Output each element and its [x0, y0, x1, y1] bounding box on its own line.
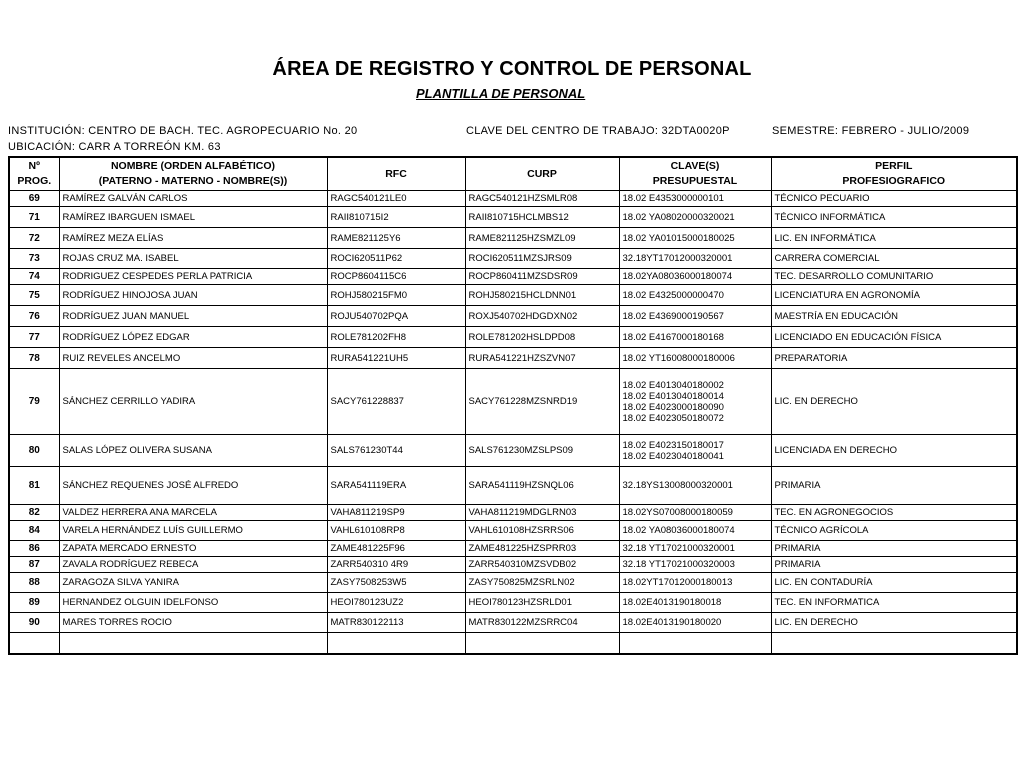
cell-clave — [619, 593, 771, 613]
cell-perfil: PRIMARIA — [771, 467, 1017, 505]
table-row — [9, 467, 1017, 505]
cell-perfil: TEC. EN INFORMATICA — [771, 593, 1017, 613]
cell-num: 84 — [9, 521, 59, 541]
cell-nombre: MARES TORRES ROCIO — [59, 613, 327, 633]
cell-nombre — [59, 633, 327, 654]
cell-curp: SALS761230MZSLPS09 — [465, 435, 619, 467]
cell-nombre: VALDEZ HERRERA ANA MARCELA — [59, 505, 327, 521]
col-header-clave: CLAVE(S) PRESUPUESTAL — [619, 157, 771, 191]
cell-curp: MATR830122MZSRRC04 — [465, 613, 619, 633]
cell-rfc: ROCP8604115C6 — [327, 269, 465, 285]
clave-value: 18.02 E4167000180168 — [622, 331, 724, 343]
cell-rfc: SALS761230T44 — [327, 435, 465, 467]
cell-clave — [619, 369, 771, 435]
cell-perfil: LICENCIADA EN DERECHO — [771, 435, 1017, 467]
cell-curp: ROLE781202HSLDPD08 — [465, 327, 619, 348]
cell-clave — [619, 573, 771, 593]
clave-value: 18.02 YA01015000180025 — [622, 232, 735, 244]
cell-rfc: SARA541119ERA — [327, 467, 465, 505]
cell-nombre: RUIZ REVELES ANCELMO — [59, 348, 327, 369]
clave-value: 18.02 YA08036000180074 — [622, 525, 735, 536]
clave-value: 18.02 E4013040180014 — [622, 390, 724, 402]
cell-rfc: ZASY7508253W5 — [327, 573, 465, 593]
cell-rfc: ROHJ580215FM0 — [327, 285, 465, 306]
table-row — [9, 633, 1017, 654]
cell-nombre: SÁNCHEZ REQUENES JOSÉ ALFREDO — [59, 467, 327, 505]
cell-perfil: LIC. EN DERECHO — [771, 613, 1017, 633]
cell-curp: VAHL610108HZSRRS06 — [465, 521, 619, 541]
cell-clave — [619, 613, 771, 633]
cell-curp: RURA541221HZSZVN07 — [465, 348, 619, 369]
clave-value: 18.02E4013190180018 — [622, 597, 722, 608]
cell-curp — [465, 633, 619, 654]
cell-num — [9, 633, 59, 654]
table-row — [9, 573, 1017, 593]
cell-curp: ZASY750825MZSRLN02 — [465, 573, 619, 593]
cell-nombre: ROJAS CRUZ MA. ISABEL — [59, 249, 327, 269]
cell-nombre: RAMÍREZ MEZA ELÍAS — [59, 228, 327, 249]
cell-num: 80 — [9, 435, 59, 467]
cell-rfc — [327, 633, 465, 654]
cell-rfc: ROLE781202FH8 — [327, 327, 465, 348]
cell-nombre: RODRÍGUEZ HINOJOSA JUAN — [59, 285, 327, 306]
clave-value: 18.02 E4013040180002 — [622, 379, 724, 391]
cell-num: 75 — [9, 285, 59, 306]
clave-value: 18.02 YA08020000320021 — [622, 211, 735, 223]
table-row — [9, 505, 1017, 521]
cell-clave — [619, 435, 771, 467]
cell-nombre: RODRÍGUEZ LÓPEZ EDGAR — [59, 327, 327, 348]
cell-clave — [619, 249, 771, 269]
clave-value: 18.02YA08036000180074 — [622, 271, 733, 282]
table-row — [9, 191, 1017, 207]
col-header-perfil: PERFIL PROFESIOGRAFICO — [771, 157, 1017, 191]
cell-rfc: HEOI780123UZ2 — [327, 593, 465, 613]
cell-perfil: LIC. EN INFORMÁTICA — [771, 228, 1017, 249]
cell-rfc: MATR830122113 — [327, 613, 465, 633]
col-header-curp: CURP — [465, 157, 619, 191]
cell-nombre: RAMÍREZ GALVÁN CARLOS — [59, 191, 327, 207]
cell-clave — [619, 521, 771, 541]
cell-curp: ROCI620511MZSJRS09 — [465, 249, 619, 269]
cell-num: 72 — [9, 228, 59, 249]
col-header-nombre: NOMBRE (ORDEN ALFABÉTICO) (PATERNO - MATERNO - NOMBRE(S)) — [59, 157, 327, 191]
cell-num: 88 — [9, 573, 59, 593]
cell-perfil: TEC. DESARROLLO COMUNITARIO — [771, 269, 1017, 285]
cell-perfil: LIC. EN CONTADURÍA — [771, 573, 1017, 593]
cell-nombre: SALAS LÓPEZ OLIVERA SUSANA — [59, 435, 327, 467]
cell-clave — [619, 228, 771, 249]
cell-clave — [619, 348, 771, 369]
clave-value: 18.02 E4023050180072 — [622, 412, 724, 424]
cell-perfil: TÉCNICO PECUARIO — [771, 191, 1017, 207]
cell-rfc: ZAME481225F96 — [327, 541, 465, 557]
cell-rfc: ROCI620511P62 — [327, 249, 465, 269]
cell-clave — [619, 467, 771, 505]
cell-curp: ROCP860411MZSDSR09 — [465, 269, 619, 285]
cell-num: 69 — [9, 191, 59, 207]
cell-rfc: VAHA811219SP9 — [327, 505, 465, 521]
cell-curp: ROXJ540702HDGDXN02 — [465, 306, 619, 327]
clave-value: 32.18YS13008000320001 — [622, 480, 733, 491]
cell-perfil: CARRERA COMERCIAL — [771, 249, 1017, 269]
cell-rfc: VAHL610108RP8 — [327, 521, 465, 541]
table-body — [9, 191, 1017, 654]
cell-clave — [619, 285, 771, 306]
table-row — [9, 613, 1017, 633]
cell-clave — [619, 207, 771, 228]
cell-nombre: RODRÍGUEZ JUAN MANUEL — [59, 306, 327, 327]
cell-clave — [619, 505, 771, 521]
cell-clave — [619, 633, 771, 654]
cell-num: 74 — [9, 269, 59, 285]
cell-num: 71 — [9, 207, 59, 228]
cell-perfil: MAESTRÍA EN EDUCACIÓN — [771, 306, 1017, 327]
cell-num: 73 — [9, 249, 59, 269]
col-header-rfc: RFC — [327, 157, 465, 191]
cell-perfil: LICENCIATURA EN AGRONOMÍA — [771, 285, 1017, 306]
clave-value: 18.02E4013190180020 — [622, 617, 722, 628]
clave-value: 18.02YT17012000180013 — [622, 577, 733, 588]
cell-curp: ZARR540310MZSVDB02 — [465, 557, 619, 573]
cell-clave — [619, 191, 771, 207]
cell-perfil — [771, 633, 1017, 654]
cell-rfc: ZARR540310 4R9 — [327, 557, 465, 573]
table-row — [9, 249, 1017, 269]
cell-perfil: PREPARATORIA — [771, 348, 1017, 369]
table-row — [9, 348, 1017, 369]
cell-num: 77 — [9, 327, 59, 348]
clave-value: 32.18 YT17021000320001 — [622, 543, 735, 554]
clave-value: 18.02 E4023000180090 — [622, 401, 724, 413]
cell-nombre: HERNANDEZ OLGUIN IDELFONSO — [59, 593, 327, 613]
cell-num: 86 — [9, 541, 59, 557]
cell-num: 76 — [9, 306, 59, 327]
cell-curp: RAME821125HZSMZL09 — [465, 228, 619, 249]
cell-nombre: RODRIGUEZ CESPEDES PERLA PATRICIA — [59, 269, 327, 285]
table-header — [9, 157, 1017, 191]
cell-clave — [619, 269, 771, 285]
cell-num: 82 — [9, 505, 59, 521]
col-header-num: Nº PROG. — [9, 157, 59, 191]
table-row — [9, 306, 1017, 327]
cell-num: 78 — [9, 348, 59, 369]
cell-num: 81 — [9, 467, 59, 505]
cell-curp: RAII810715HCLMBS12 — [465, 207, 619, 228]
cell-nombre: VARELA HERNÁNDEZ LUÍS GUILLERMO — [59, 521, 327, 541]
table-row — [9, 269, 1017, 285]
cell-clave — [619, 557, 771, 573]
clave-trabajo-label: CLAVE DEL CENTRO DE TRABAJO: 32DTA0020P — [466, 125, 730, 137]
cell-curp: RAGC540121HZSMLR08 — [465, 191, 619, 207]
clave-value: 18.02 E4325000000470 — [622, 289, 724, 301]
ubicacion-label: UBICACIÓN: CARR A TORREÓN KM. 63 — [8, 141, 221, 153]
cell-perfil: PRIMARIA — [771, 557, 1017, 573]
semestre-label: SEMESTRE: FEBRERO - JULIO/2009 — [772, 125, 970, 137]
cell-rfc: RURA541221UH5 — [327, 348, 465, 369]
clave-value: 18.02 E4369000190567 — [622, 310, 724, 322]
table-row — [9, 207, 1017, 228]
table-row — [9, 541, 1017, 557]
cell-clave — [619, 541, 771, 557]
clave-value: 18.02 E4353000000101 — [622, 193, 724, 204]
cell-nombre: ZAPATA MERCADO ERNESTO — [59, 541, 327, 557]
cell-curp: HEOI780123HZSRLD01 — [465, 593, 619, 613]
table-row — [9, 521, 1017, 541]
cell-rfc: RAGC540121LE0 — [327, 191, 465, 207]
cell-nombre: SÁNCHEZ CERRILLO YADIRA — [59, 369, 327, 435]
cell-rfc: RAME821125Y6 — [327, 228, 465, 249]
cell-curp: SARA541119HZSNQL06 — [465, 467, 619, 505]
clave-value: 32.18 YT17021000320003 — [622, 559, 735, 570]
clave-value: 18.02 YT16008000180006 — [622, 352, 735, 364]
cell-curp: ROHJ580215HCLDNN01 — [465, 285, 619, 306]
cell-num: 87 — [9, 557, 59, 573]
cell-num: 89 — [9, 593, 59, 613]
page-title: ÁREA DE REGISTRO Y CONTROL DE PERSONAL — [272, 58, 752, 80]
cell-perfil: LIC. EN DERECHO — [771, 369, 1017, 435]
personal-table — [8, 156, 1018, 655]
table-row — [9, 285, 1017, 306]
clave-value: 32.18YT17012000320001 — [622, 253, 733, 264]
cell-nombre: ZAVALA RODRÍGUEZ REBECA — [59, 557, 327, 573]
cell-num: 79 — [9, 369, 59, 435]
table-row — [9, 327, 1017, 348]
page-subtitle: PLANTILLA DE PERSONAL — [416, 86, 586, 101]
clave-value: 18.02 E4023150180017 — [622, 439, 724, 451]
table-row — [9, 557, 1017, 573]
cell-clave — [619, 327, 771, 348]
cell-perfil: TÉCNICO AGRÍCOLA — [771, 521, 1017, 541]
cell-perfil: PRIMARIA — [771, 541, 1017, 557]
table-row — [9, 435, 1017, 467]
cell-perfil: TEC. EN AGRONEGOCIOS — [771, 505, 1017, 521]
cell-rfc: ROJU540702PQA — [327, 306, 465, 327]
cell-num: 90 — [9, 613, 59, 633]
cell-perfil: TÉCNICO INFORMÁTICA — [771, 207, 1017, 228]
table-row — [9, 369, 1017, 435]
cell-curp: ZAME481225HZSPRR03 — [465, 541, 619, 557]
cell-nombre: RAMÍREZ IBARGUEN ISMAEL — [59, 207, 327, 228]
cell-rfc: RAII810715I2 — [327, 207, 465, 228]
table-row — [9, 228, 1017, 249]
cell-perfil: LICENCIADO EN EDUCACIÓN FÍSICA — [771, 327, 1017, 348]
cell-curp: SACY761228MZSNRD19 — [465, 369, 619, 435]
cell-nombre: ZARAGOZA SILVA YANIRA — [59, 573, 327, 593]
table-row — [9, 593, 1017, 613]
cell-clave — [619, 306, 771, 327]
clave-value: 18.02YS07008000180059 — [622, 507, 733, 518]
clave-value: 18.02 E4023040180041 — [622, 450, 724, 462]
cell-rfc: SACY761228837 — [327, 369, 465, 435]
institucion-label: INSTITUCIÓN: CENTRO DE BACH. TEC. AGROPECUARIO No. 20 — [8, 125, 358, 137]
cell-curp: VAHA811219MDGLRN03 — [465, 505, 619, 521]
